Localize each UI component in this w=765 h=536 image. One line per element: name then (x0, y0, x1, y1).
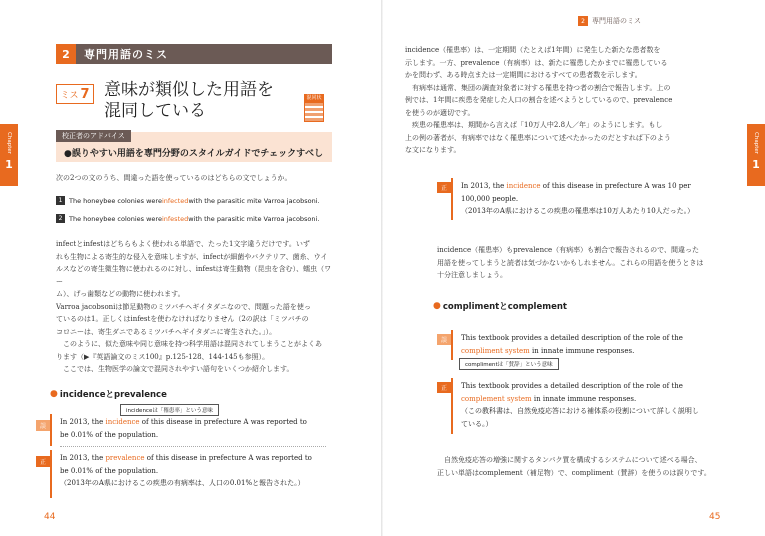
chapter-title: 専門用語のミス (84, 48, 168, 61)
wrong-sentence: In 2013, the incidence of this disease in prefecture A was reported to be 0.01% of the population. (60, 418, 307, 439)
note-callout: incidenceは「罹患率」という意味 (120, 404, 219, 416)
example-sentence-2: 2 The honeybee colonies were infested with the parasitic mite Varroa jacobsoni. (56, 214, 319, 223)
left-page (0, 0, 382, 536)
advice-tag: 校正者のアドバイス (56, 130, 131, 142)
body-text: infectとinfestはどちらもよく使われる単語で、たった1文字違うだけです。いず れも生物による寄生的な侵入を意味しますが、infectが細菌やバクテリア、菌糸、ウイ ルスなどの寄生微生物に使われるのに対し、infestは寄生動物（昆虫を含む）、蠕虫（ワー ム）、げっ歯類などの動物に使われます。 Varroa jacobsoniは節足動物のミツバチヘギイタダニなので、問題った語を使っ ているのは1。正しくはinfestを使わなければなりません（2の訳は「ミツバチの コロニーは、寄生ダニであるミツバチヘギイタダニに寄生された。」）。 このように、似た意味や同じ意味を持つ科学用語は混同されてしまうことがよくあ ります（▶『英語論文のミス100』p.125-128、144-145も参照）。 ここでは、生物医学の論文で混同されやすい語句をいくつか紹介します。 (56, 240, 332, 373)
chapter-banner (56, 44, 332, 64)
example-box-correct (437, 378, 727, 440)
body-text-2: incidence（罹患率）もprevalence（有病率）も割合で報告されるので、間違った 用語を使ってしまうと読者は気づかないかもしれません。これらの用語を使うときは 十分注意しましょう。 (437, 246, 704, 279)
correct-sentence: This textbook provides a detailed description of the role of the complement system in innate immune responses. （この教科書は、自然免疫応答における補体系の役割について詳しく説明し ている。） (461, 382, 699, 428)
correct-sentence: In 2013, the incidence of this disease in prefecture A was 10 per 100,000 people. （2013年のA県におけるこの疾患の罹患率は10万人あたり10人だった。） (461, 182, 695, 215)
category-badge-icon: 混同状 (304, 94, 324, 122)
chapter-side-tab: Chapter 1 (0, 124, 18, 186)
example-box (36, 414, 332, 504)
bullet-icon: ● (50, 389, 58, 399)
correct-sentence: In 2013, the prevalence of this disease in prefecture A was reported to be 0.01% of the population. （2013年のA県におけるこの疾患の有病率は、人口の0.01%と報告された。） (60, 454, 312, 487)
page-title: 意味が類似した用語を 混同している (104, 80, 274, 121)
advice-box (56, 132, 332, 162)
wrong-tag: 誤 (36, 420, 50, 431)
mistake-heading (56, 80, 332, 126)
wrong-tag: 誤 (437, 334, 451, 345)
correct-tag: 正 (437, 382, 451, 393)
section-heading: ● complimentとcomplement (433, 301, 567, 312)
example-box (437, 178, 727, 222)
advice-text: ●誤りやすい用語を専門分野のスタイルガイドでチェックすべし (64, 149, 323, 159)
chapter-side-tab: Chapter 1 (747, 124, 765, 186)
section-heading: ● incidenceとprevalence (50, 389, 167, 400)
note-callout: complimentは「賛辞」という意味 (459, 358, 559, 370)
page-number: 44 (44, 512, 56, 522)
body-text: incidence（罹患率）は、一定期間（たとえば1年間）に発生した新たな患者数を 示します。一方、prevalence（有病率）は、新たに罹患したかまでに罹患している かを問わず、ある時点または一定期間におけるすべての患者数を示します。 有病率は通常、集団の調査対象者に対する罹患を持つ者の割合で報告します。上の 例では、1年間に疾患を発症した人口の割合を述べようとしているので、prevalence を使うのが適切です。 疾患の罹患率は、期間から言えば「10万人中2.8人／年」のようにします。もし 上の例の著者が、有病率ではなく罹患率について述べたかったのだとすれば下のよう な文になります。 (405, 46, 673, 154)
bullet-icon: ● (433, 301, 441, 311)
correct-tag: 正 (36, 456, 50, 467)
closing-text: 自然免疫応答の増強に関するタンパク質を構成するシステムについて述べる場合、 正しい単語はcomplement（補足物）で、compliment（賛辞）を使うのは誤りです。 (437, 456, 711, 477)
wrong-sentence: This textbook provides a detailed description of the role of the compliment system in innate immune responses. (461, 334, 683, 355)
right-page (383, 0, 765, 536)
chapter-number: 2 (56, 44, 76, 64)
example-sentence-1: 1 The honeybee colonies were infected with the parasitic mite Varroa jacobsoni. (56, 196, 320, 205)
correct-tag: 正 (437, 182, 451, 193)
page-number: 45 (709, 512, 721, 522)
running-header: 2 専門用語のミス (578, 16, 641, 26)
mistake-label: ミス 7 (56, 84, 94, 104)
intro-text: 次の2つの文のうち、間違った語を使っているのはどちらの文でしょうか。 (56, 174, 292, 182)
